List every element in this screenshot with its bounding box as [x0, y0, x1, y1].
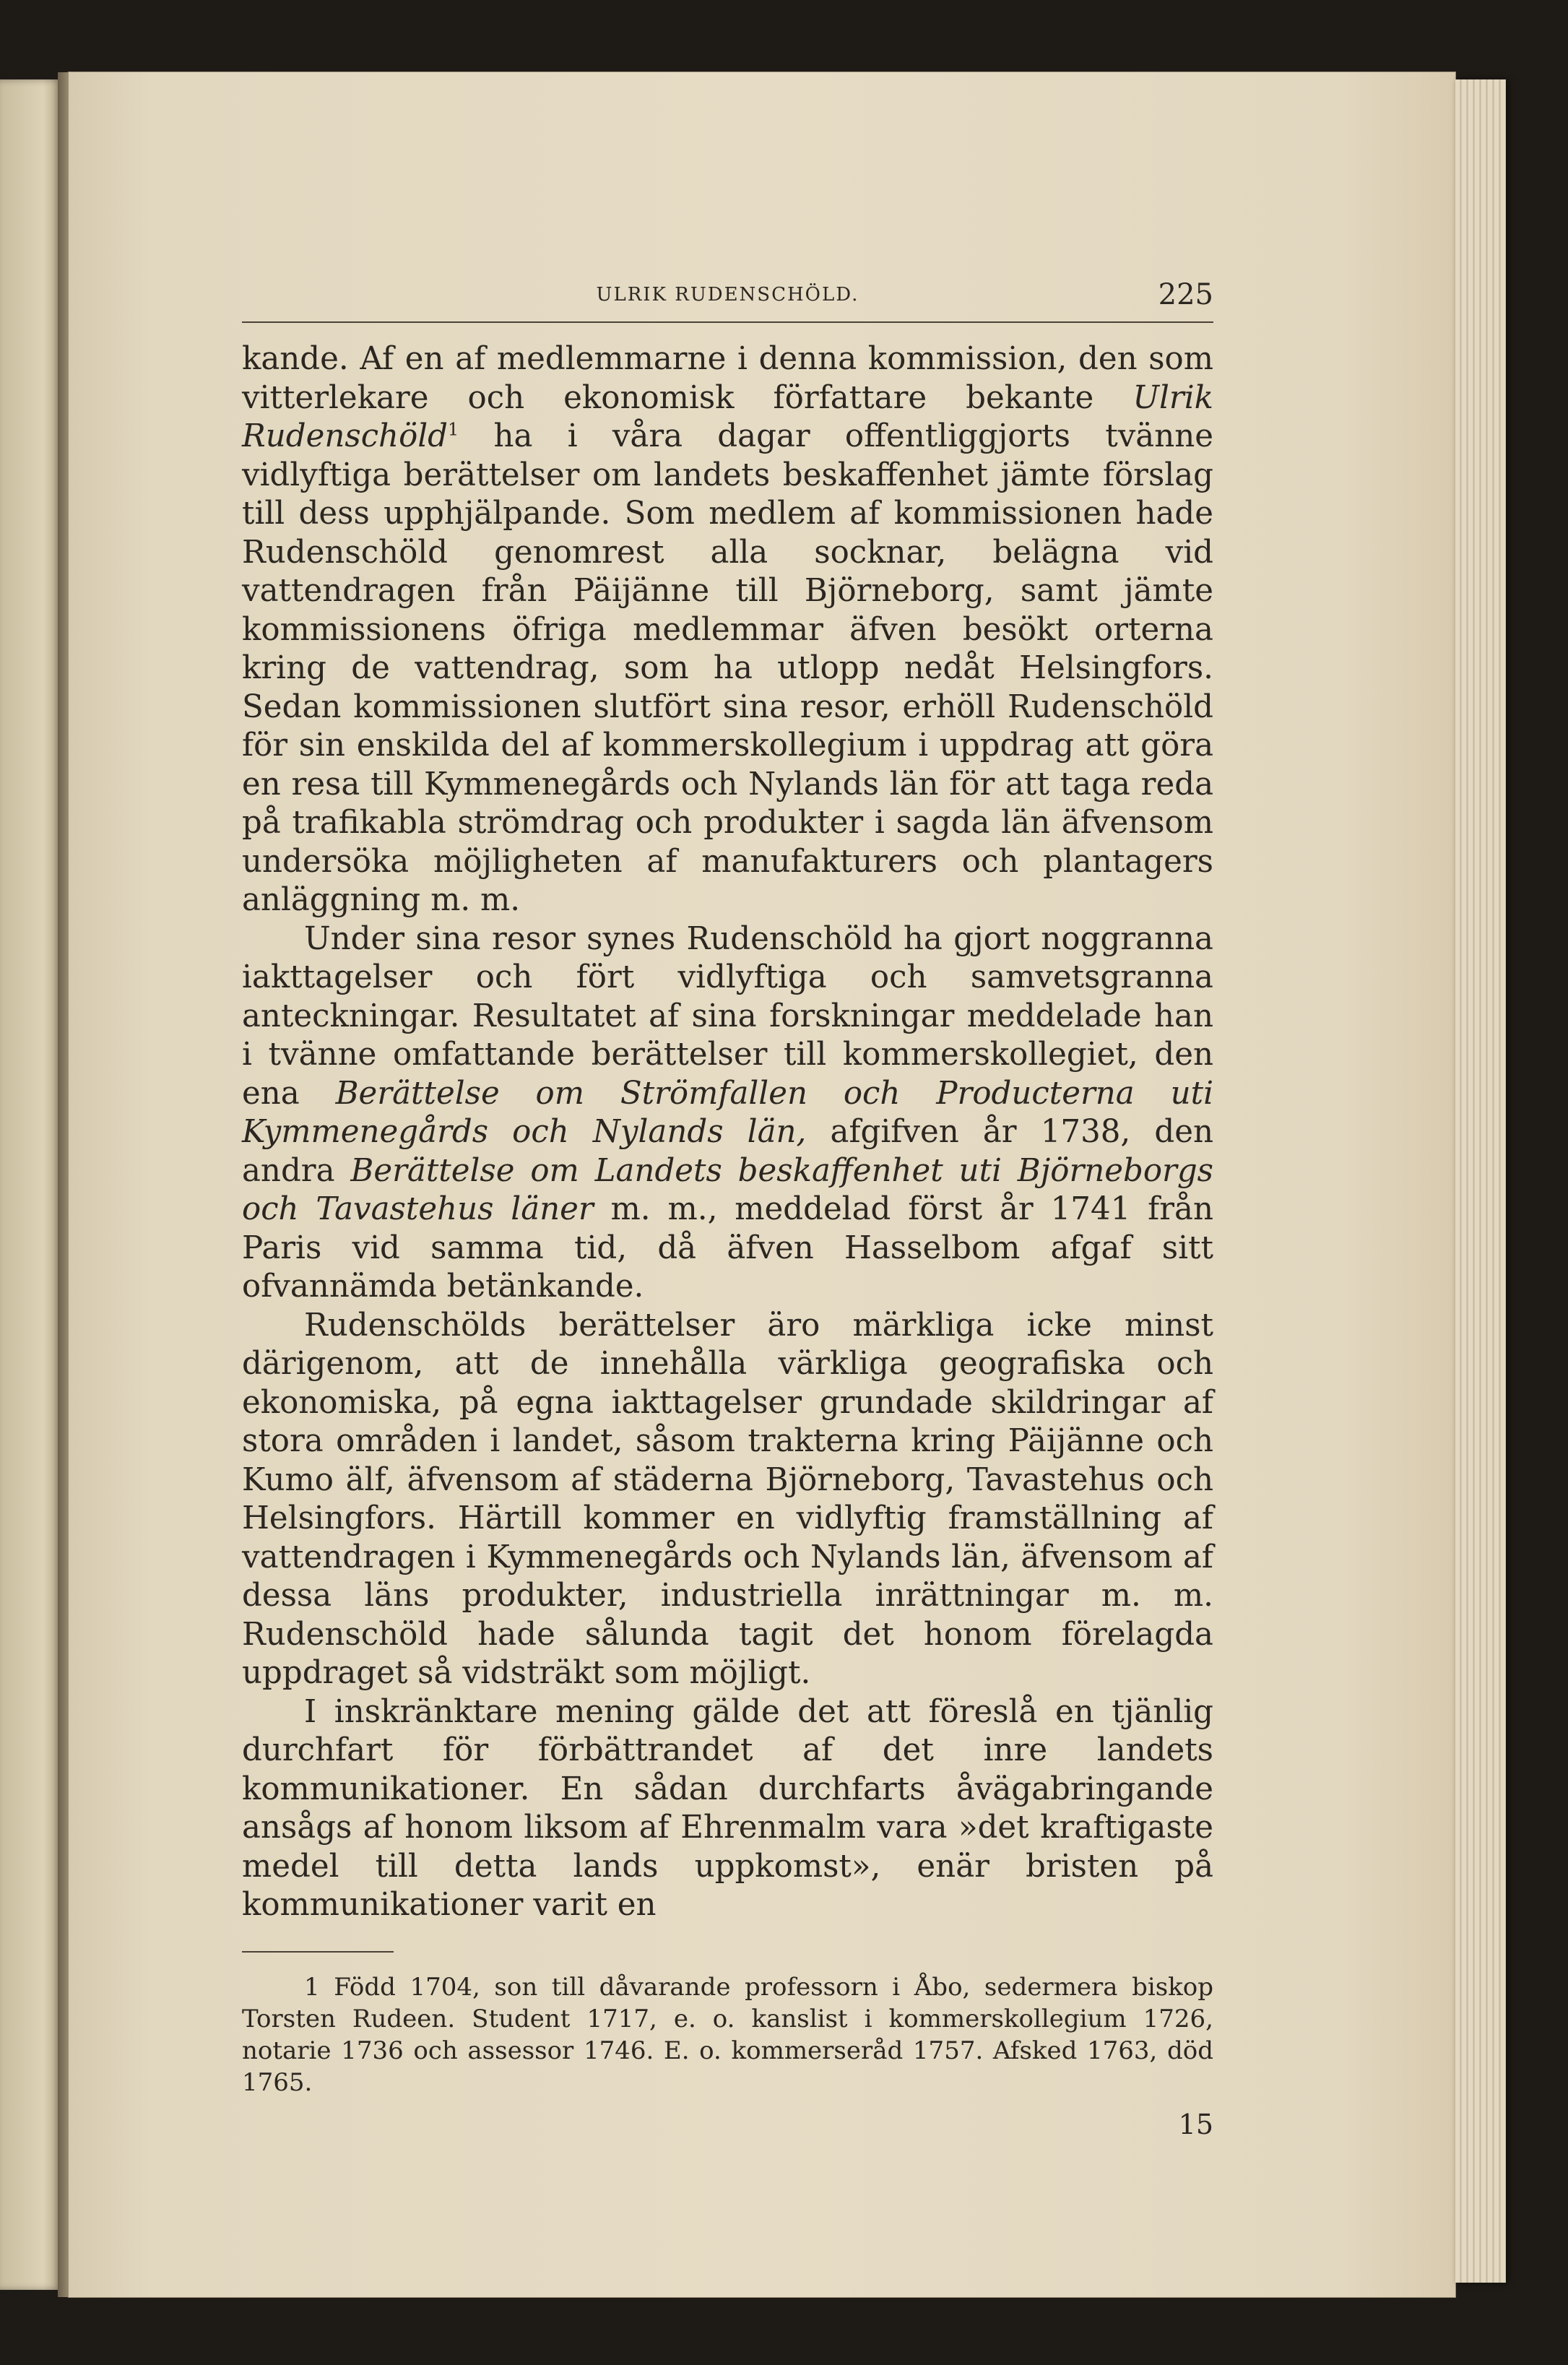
page-number: 225	[1158, 278, 1213, 311]
page-content	[242, 278, 1213, 2140]
text-run: Under sina resor synes Rudenschöld ha gjort noggranna iakttagelser och fört vidlyftiga och samvetsgranna anteckningar. Resultatet af sina forskningar meddelade han i tvänne omfattande berättelser till kommerskollegiet, den ena	[242, 920, 1213, 1112]
footnote-ref: 1	[448, 419, 459, 440]
text-run: ha i våra dagar offentliggjorts tvänne vidlyftiga berättelser om landets beskaffenhet jämte förslag till dess upphjälpande. Som medlem af kommissionen hade Rudenschöld genomrest alla socknar, belägna vid vattendragen från Päijänne till Björneborg, samt jämte kommissionens öfriga medlemmar äfven besökt orterna kring de vattendrag, som ha utlopp nedåt Helsingfors. Sedan kommissionen slutfört sina resor, erhöll Rudenschöld för sin enskilda del af kommerskollegium i uppdrag att göra en resa till Kymmenegårds och Nylands län för att taga reda på trafikabla strömdrag och produkter i sagda län äfvensom undersöka möjligheten af manufakturers och plantagers anläggning m. m.	[242, 418, 1213, 918]
text-run: m. m., meddelad först år 1741 från Paris vid samma tid, då äfven Hasselbom afgaf sitt ofvannämda betänkande.	[242, 1191, 1213, 1305]
signature-mark: 15	[1178, 2108, 1213, 2140]
text-run: Berättelse om Landets beskaffenhet uti Björneborgs och Tavastehus läner	[242, 1152, 1213, 1227]
text-run: kande. Af en af medlemmarne i denna kommission, den som vitterlekare och ekonomisk författare bekante	[242, 341, 1213, 416]
text-run: Ulrik Rudenschöld	[242, 379, 1213, 454]
paragraph	[242, 1307, 1213, 1693]
running-title: ULRIK RUDENSCHÖLD.	[596, 284, 859, 306]
book-page	[69, 72, 1455, 2297]
page-edges-stack	[1455, 79, 1506, 2283]
footnote-rule	[242, 1951, 394, 1953]
footnote: 1 Född 1704, son till dåvarande professorn i Åbo, sedermera biskop Torsten Rudeen. Student 1717, e. o. kanslist i kommerskollegium 1726, notarie 1736 och assessor 1746. E. o. kommerseråd 1757. Afsked 1763, död 1765.	[242, 1972, 1213, 2097]
facing-page-edge	[0, 79, 61, 2290]
text-run: afgifven år 1738, den andra	[242, 1114, 1213, 1189]
text-run: I inskränktare mening gälde det att föreslå en tjänlig durchfart för förbättrandet af det inre landets kommunikationer. En sådan durchfarts åvägabringande ansågs af honom liksom af Ehrenmalm vara »det kraftigaste medel till detta lands uppkomst», enär bristen på kommunikationer varit en	[242, 1693, 1213, 1923]
paragraph	[242, 340, 1213, 920]
running-head	[242, 278, 1213, 323]
text-run: Rudenschölds berättelser äro märkliga icke minst därigenom, att de innehålla värkliga geografiska och ekonomiska, på egna iakttagelser grundade skildringar af stora områden i landet, såsom trakterna kring Päijänne och Kumo älf, äfvensom af städerna Björneborg, Tavastehus och Helsingfors. Härtill kommer en vidlyftig framställning af vattendragen i Kymmenegårds och Nylands län, äfvensom af dessa läns produkter, industriella inrättningar m. m. Rudenschöld hade sålunda tagit det honom förelagda uppdraget så vidsträkt som möjligt.	[242, 1307, 1213, 1691]
paragraph	[242, 920, 1213, 1307]
body-text	[242, 340, 1213, 1925]
paragraph	[242, 1693, 1213, 1925]
text-run: Berättelse om Strömfallen och Producterna uti Kymmenegårds och Nylands län,	[242, 1075, 1213, 1150]
